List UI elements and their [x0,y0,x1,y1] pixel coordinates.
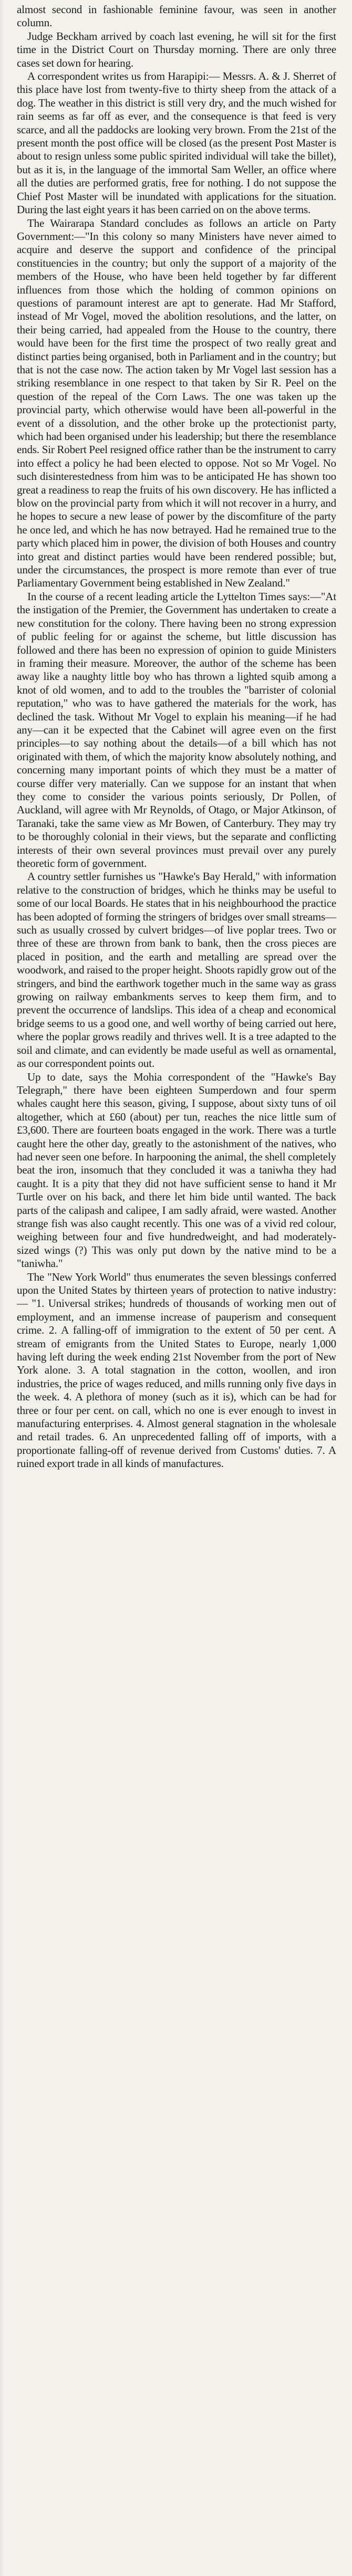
paragraph-new-york-world: The "New York World" thus enumerates the seven blessings conferred upon the United States by thirteen years of protection to native industry:— "1. Universal strikes; hundreds of thousands of working men out of employment, and an immense increase of pauperism and consequent crime. 2. A falling-off of immigration to the extent of 50 per cent. A stream of emigrants from the United States to Europe, nearly 1,000 having left during the week ending 21st November from the port of New York alone. 3. A total stagnation in the cotton, woollen, and iron industries, the price of wages reduced, and mills running only five days in the week. 4. A plethora of money (such as it is), which can be had for three or four per cent. on call, which no one is ever enough to invest in manufacturing enterprises. 4. Almost general stagnation in the wholesale and retail trades. 6. An unprecedented falling off of imports, with a proportionate falling-off of revenue derived from Customs' duties. 7. A ruined export trade in all kinds of manufactures. [17,1270,336,1470]
paragraph-fragment: almost second in fashionable feminine favour, was seen in another column. [17,3,336,29]
paragraph-harapipi-correspondent: A correspondent writes us from Harapipi:— Messrs. A. & J. Sherret of this place have lost from twenty-five to thirty sheep from the attack of a dog. The weather in this district is still very dry, and the much wished for rain seems as far off as ever, and the consequence is that feed is very scarce, and all the paddocks are looking very brown. From the 21st of the present month the post office will be closed (as the present Post Master is about to resign unless some public spirited individual will take the billet), but as it is, in the language of the immortal Sam Weller, an office where all the duties are performed gratis, free for nothing. I do not suppose the Chief Post Master will be inundated with applications for the situation. During the last eight years it has been carried on on the above terms. [17,70,336,216]
paragraph-judge-beckham: Judge Beckham arrived by coach last evening, he will sit for the first time in the District Court on Thursday morning. There are only three cases set down for hearing. [17,29,336,69]
paragraph-lyttelton-times: In the course of a recent leading article the Lyttelton Times says:—"At the instigation of the Premier, the Government has undertaken to create a new constitution for the colony. There having been no strong expression of public feeling for or against the scheme, but little discussion has followed and there has been no expression of opinion to guide Ministers in framing their measure. Moreover, the author of the scheme has been away like a naughty little boy who has thrown a lighted squib among a knot of old women, and to add to the troubles the "barrister of colonial reputation," who was to have gathered the materials for the work, has declined the task. Without Mr Vogel to explain his meaning—if he had any—can it be expected that the Cabinet will agree even on the first principles—to say nothing about the details—of a bill which has not originated with them, of which the majority know absolutely nothing, and concerning many important points of which they must be a matter of course differ very materially. Can we suppose for an instant that when they come to consider the various points seriously, Dr Pollen, of Auckland, will agree with Mr Reynolds, of Otago, or Major Atkinson, of Taranaki, take the same view as Mr Bowen, of Canterbury. They may try to be thoroughly colonial in their views, but the separate and conflicting interests of their own several provinces must prevail over any purely theoretic form of government. [17,590,336,870]
paragraph-party-government: The Wairarapa Standard concludes as follows an article on Party Government:—"In this colony so many Ministers have never aimed to acquire and deserve the support and confidence of the principal constituencies in the country; but only the support of a majority of the members of the House, who have been held together by far different influences from those which the holding of common opinions on questions of paramount interest are apt to generate. Had Mr Stafford, instead of Mr Vogel, moved the abolition resolutions, and the latter, on their being carried, had appealed from the House to the country, there would have been for the first time the prospect of two really great and distinct parties being organised, both in Parliament and in the country; but that is not the case now. The action taken by Mr Vogel last session has a striking resemblance in one respect to that taken by Sir R. Peel on the question of the repeal of the Corn Laws. The one was taken up the provincial party, which otherwise would have been all-powerful in the event of a dissolution, and the other broke up the protectionist party, which had been organised under his leadership; but there the resemblance ends. Sir Robert Peel resigned office rather than be the instrument to carry into effect a policy he had been elected to oppose. Not so Mr Vogel. No such disinterestedness from him was to be anticipated He has shown too great a readiness to reap the fruits of his own discovery. He has inflicted a blow on the provincial party from which it will not recover in a hurry, and he hopes to secure a new lease of power by the discomfiture of the party he once led, and which he has now betrayed. Had he remained true to the party which placed him in power, the division of both Houses and country into great and distinct parties would have been rendered possible; but, under the circumstances, the prospect is more remote than ever of true Parliamentary Government being established in New Zealand." [17,216,336,590]
paragraph-mohia-whales: Up to date, says the Mohia correspondent of the "Hawke's Bay Telegraph," there have been eighteen Sumperdown and four sperm whales caught here this season, giving, I suppose, about sixty tuns of oil altogether, which at £60 (about) per tun, reaches the nice little sum of £3,600. There are fourteen boats engaged in the work. There was a turtle caught here the other day, greatly to the astonishment of the natives, who had never seen one before. In harpooning the animal, the shell completely beat the iron, insomuch that they concluded it was a taniwha they had caught. It is a pity that they did not have sufficient sense to hand it Mr Turtle over on his back, and there let him bide until wanted. The back parts of the calipash and calipee, I am sadly afraid, were wasted. Another strange fish was also caught recently. This one was of a vivid red colour, weighing between four and five hundredweight, and had moderately-sized wings (?) This was only put down by the native mind to be a "taniwha." [17,1070,336,1270]
paragraph-poplar-bridges: A country settler furnishes us "Hawke's Bay Herald," with information relative to the construction of bridges, which he thinks may be useful to some of our local Boards. He states that in his neighbourhood the practice has been adopted of forming the stringers of bridges over small streams—such as usually crossed by culvert bridges—of live poplar trees. Two or three of these are thrown from bank to bank, then the cross pieces are placed in position, and the earth and metalling are spread over the woodwork, and raised to the proper height. Shoots rapidly grow out of the stringers, and bind the earthwork together much in the same way as grass growing on railway embankments serves to keep them firm, and to prevent the occurrence of landslips. This idea of a cheap and economical bridge seems to us a good one, and well worthy of being carried out here, where the poplar grows readily and thrives well. It is a tree adapted to the soil and climate, and can evidently be made useful as well as ornamental, as our correspondent points out. [17,870,336,1070]
